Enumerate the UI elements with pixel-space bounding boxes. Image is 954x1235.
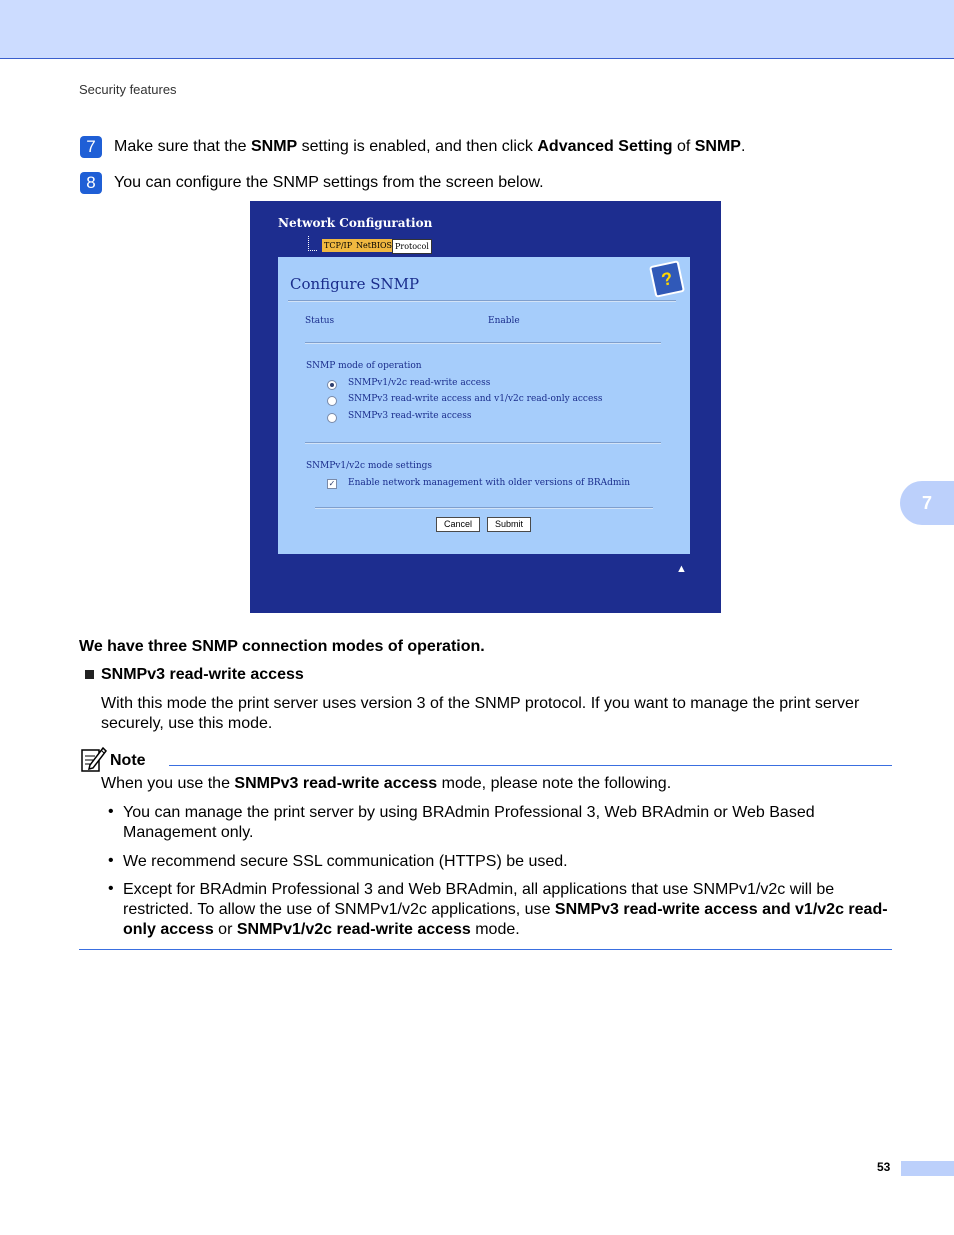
v1v2-heading: SNMPv1/v2c mode settings bbox=[306, 461, 432, 471]
cancel-button[interactable]: Cancel bbox=[436, 517, 480, 532]
step-number: 7 bbox=[80, 136, 102, 158]
v3-paragraph: With this mode the print server uses version 3 of the SNMP protocol. If you want to manage the print server securely, use this mode. bbox=[101, 695, 860, 732]
bullet-dot: • bbox=[108, 803, 114, 820]
bold-text: SNMPv1/v2c read-write access bbox=[236, 921, 471, 938]
text-run: You can manage the print server by using BRAdmin Professional 3, Web BRAdmin or Web Based Management only. bbox=[123, 804, 815, 841]
text-run: We recommend secure SSL communication (HTTPS) be used. bbox=[123, 853, 568, 870]
status-label: Status bbox=[305, 316, 335, 326]
v1v2-option-label: Enable network management with older versions of BRAdmin bbox=[348, 478, 631, 488]
chapter-tab: 7 bbox=[900, 481, 954, 525]
step-8 bbox=[80, 172, 544, 194]
help-icon[interactable]: ? bbox=[649, 260, 685, 298]
note-item-2 bbox=[123, 852, 898, 872]
page-number: 53 bbox=[877, 1160, 891, 1174]
bold-text: SNMP bbox=[250, 138, 298, 155]
mode-1-label: SNMPv1/v2c read-write access bbox=[348, 378, 491, 388]
scroll-up-icon[interactable]: ▲ bbox=[676, 563, 687, 575]
mode-3-label: SNMPv3 read-write access bbox=[348, 411, 472, 421]
note-item-3 bbox=[123, 880, 898, 940]
tab-netbios[interactable]: NetBIOS bbox=[356, 241, 393, 250]
submit-button[interactable]: Submit bbox=[487, 517, 531, 532]
text-run: of bbox=[672, 138, 695, 155]
step-text bbox=[114, 174, 544, 192]
v1v2-checkbox[interactable]: ✓ bbox=[328, 479, 336, 488]
text-run: or bbox=[213, 921, 237, 938]
bold-text: SNMPv3 read-write access and v1/v2c read-only access bbox=[123, 901, 888, 938]
header-band bbox=[0, 0, 954, 59]
radio-mode-1[interactable] bbox=[327, 380, 337, 390]
note-rule bbox=[169, 765, 892, 766]
note-pencil-icon bbox=[80, 745, 108, 773]
bold-text: SNMP bbox=[694, 138, 741, 155]
note-intro bbox=[101, 775, 671, 793]
radio-mode-3[interactable] bbox=[327, 413, 337, 423]
bold-text: Advanced Setting bbox=[537, 138, 673, 155]
divider bbox=[305, 442, 661, 444]
bullet-dot: • bbox=[108, 880, 114, 897]
text-run: setting is enabled, and then click bbox=[297, 138, 538, 155]
text-run: When you use the bbox=[101, 775, 235, 792]
mode-heading: SNMP mode of operation bbox=[306, 361, 422, 371]
divider bbox=[305, 342, 661, 344]
divider bbox=[288, 300, 676, 302]
text-run: Except for BRAdmin Professional 3 and Web BRAdmin, all applications that use SNMPv1/v2c will be restricted. To allow the use of SNMPv1/v2c applications, use bbox=[123, 881, 835, 918]
network-config-title: Network Configuration bbox=[278, 216, 433, 230]
divider bbox=[315, 507, 653, 509]
bold-text: SNMPv3 read-write access bbox=[234, 775, 438, 792]
text-run: Make sure that the bbox=[114, 138, 251, 155]
square-bullet-icon bbox=[85, 670, 94, 679]
text-run: mode. bbox=[470, 921, 520, 938]
step-number: 8 bbox=[80, 172, 102, 194]
radio-mode-2[interactable] bbox=[327, 396, 337, 406]
tab-protocol[interactable]: Protocol bbox=[392, 239, 432, 254]
text-run: mode, please note the following. bbox=[437, 775, 672, 792]
tab-tcpip[interactable]: TCP/IP bbox=[324, 241, 353, 250]
running-head: Security features bbox=[79, 82, 177, 97]
panel-title: Configure SNMP bbox=[290, 275, 420, 293]
mode-2-label: SNMPv3 read-write access and v1/v2c read-only access bbox=[348, 394, 603, 404]
note-item-1 bbox=[123, 803, 898, 843]
v3-heading: SNMPv3 read-write access bbox=[101, 666, 304, 683]
bullet-dot: • bbox=[108, 852, 114, 869]
text-run: You can configure the SNMP settings from the screen below. bbox=[114, 174, 544, 191]
note-label: Note bbox=[110, 752, 146, 769]
tree-connector bbox=[308, 236, 317, 251]
page-number-bar bbox=[901, 1161, 954, 1176]
text-run: . bbox=[740, 138, 746, 155]
step-7 bbox=[80, 136, 745, 158]
step-text bbox=[114, 138, 745, 156]
configure-snmp-panel bbox=[278, 257, 690, 554]
modes-heading: We have three SNMP connection modes of operation. bbox=[79, 638, 485, 655]
note-bottom-rule bbox=[79, 949, 892, 950]
status-value: Enable bbox=[488, 316, 520, 326]
embedded-screenshot bbox=[250, 201, 721, 613]
